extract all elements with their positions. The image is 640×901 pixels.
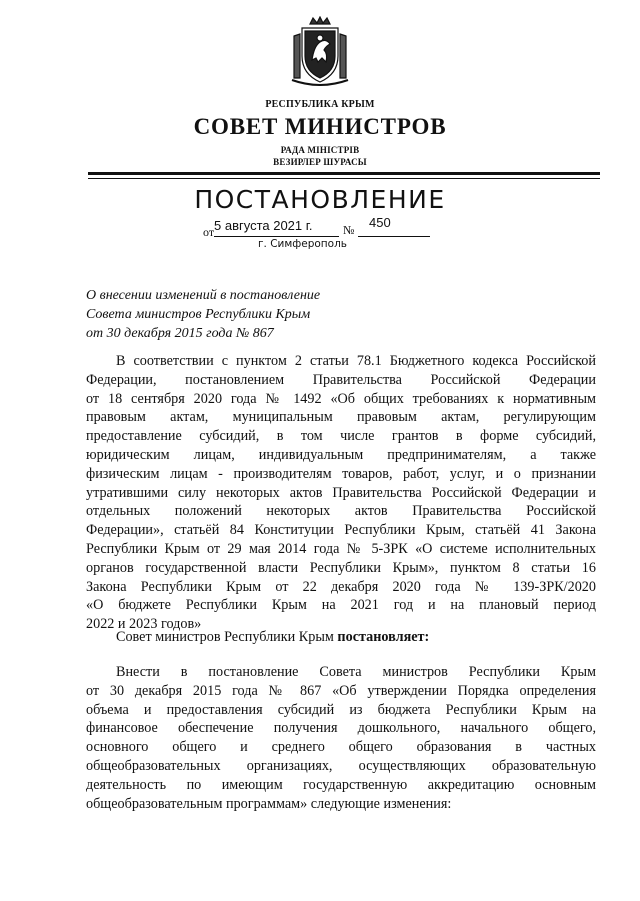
paragraph-line: деятельность по имеющим государственную аккредитацию основным: [86, 776, 596, 793]
paragraph-line: основного общего и среднего общего образования в частных: [86, 739, 596, 756]
header-divider-thick: [88, 172, 600, 175]
paragraph-line: Внести в постановление Совета министров Республики Крым: [116, 664, 596, 680]
decree-date-number-line: [0, 214, 640, 238]
document-type-title: ПОСТАНОВЛЕНИЕ: [194, 185, 446, 214]
paragraph-line: отдельных положений некоторых актов Правительства Российской: [86, 503, 596, 520]
paragraph-line: Федерации, постановлением Правительства Российской Федерации: [86, 371, 596, 388]
decree-date: 5 августа 2021 г.: [214, 218, 313, 233]
paragraph-line: от 18 сентября 2020 года № 1492 «Об общих требованиях к нормативным: [86, 390, 596, 407]
decree-subject: [86, 286, 416, 343]
paragraph-line: общеобразовательных организациях, осуществляющих образовательную: [86, 757, 596, 774]
resolution-paragraph: [86, 628, 596, 647]
amendment-paragraph: [86, 663, 596, 813]
resolution-verb: постановляет:: [337, 629, 430, 645]
preamble-paragraph: [86, 352, 596, 634]
republic-name: РЕСПУБЛИКА КРЫМ: [265, 99, 375, 110]
decree-number: 450: [369, 215, 391, 230]
paragraph-line: Федерации», статьёй 84 Конституции Республики Крым, статьёй 41 Закона: [86, 522, 596, 539]
resolution-text: Совет министров Республики Крым: [116, 629, 338, 645]
paragraph-line: «О бюджете Республики Крым на 2021 год и на плановый период: [86, 597, 596, 614]
paragraph-line: от 30 декабря 2015 года № 867 «Об утверждении Порядка определения: [86, 682, 596, 699]
subject-line: О внесении изменений в постановление: [86, 288, 321, 303]
council-name-ua: РАДА МІНІСТРІВ: [280, 145, 360, 155]
paragraph-line: Закона Республики Крым от 22 декабря 2020 года № 139-ЗРК/2020: [86, 578, 596, 595]
decree-city: г. Симферополь: [258, 238, 347, 250]
crimea-coat-of-arms-icon: [290, 16, 350, 86]
paragraph-line: 2022 и 2023 годов»: [86, 616, 202, 633]
paragraph-line: В соответствии с пунктом 2 статьи 78.1 Бюджетного кодекса Российской: [116, 353, 596, 369]
paragraph-line: юридическим лицам, индивидуальным предпринимателям, а также: [86, 446, 596, 463]
paragraph-line: объема и предоставления субсидий из бюджета Республики Крым на: [86, 701, 596, 718]
paragraph-line: правовым актам, муниципальным правовым актам, регулирующим: [86, 409, 596, 426]
paragraph-line: [86, 628, 596, 647]
paragraph-line: физическим лицам - производителям товаров, работ, услуг, и о признании: [86, 465, 596, 482]
number-underline: [358, 236, 430, 237]
paragraph-line: общеобразовательным программам» следующие изменения:: [86, 795, 452, 812]
council-name-crh: ВЕЗИРЛЕР ШУРАСЫ: [273, 157, 367, 167]
header-divider-thin: [88, 178, 600, 179]
paragraph-line: предоставление субсидий, в том числе грантов в форме субсидий,: [86, 428, 596, 445]
council-name: СОВЕТ МИНИСТРОВ: [193, 114, 447, 139]
paragraph-line: финансовое обеспечение получения дошкольного, начального общего,: [86, 720, 596, 737]
paragraph-line: утратившими силу некоторых актов Правительства Российской Федерации и: [86, 484, 596, 501]
subject-line: от 30 декабря 2015 года № 867: [86, 326, 274, 341]
subject-line: Совета министров Республики Крым: [86, 307, 311, 322]
date-prefix: от: [203, 225, 215, 239]
date-underline: [214, 236, 339, 237]
number-prefix: №: [343, 223, 355, 237]
paragraph-line: органов государственной власти Республики Крым», пунктом 8 статьи 16: [86, 559, 596, 576]
paragraph-line: Республики Крым от 29 мая 2014 года № 5-ЗРК «О системе исполнительных: [86, 540, 596, 557]
